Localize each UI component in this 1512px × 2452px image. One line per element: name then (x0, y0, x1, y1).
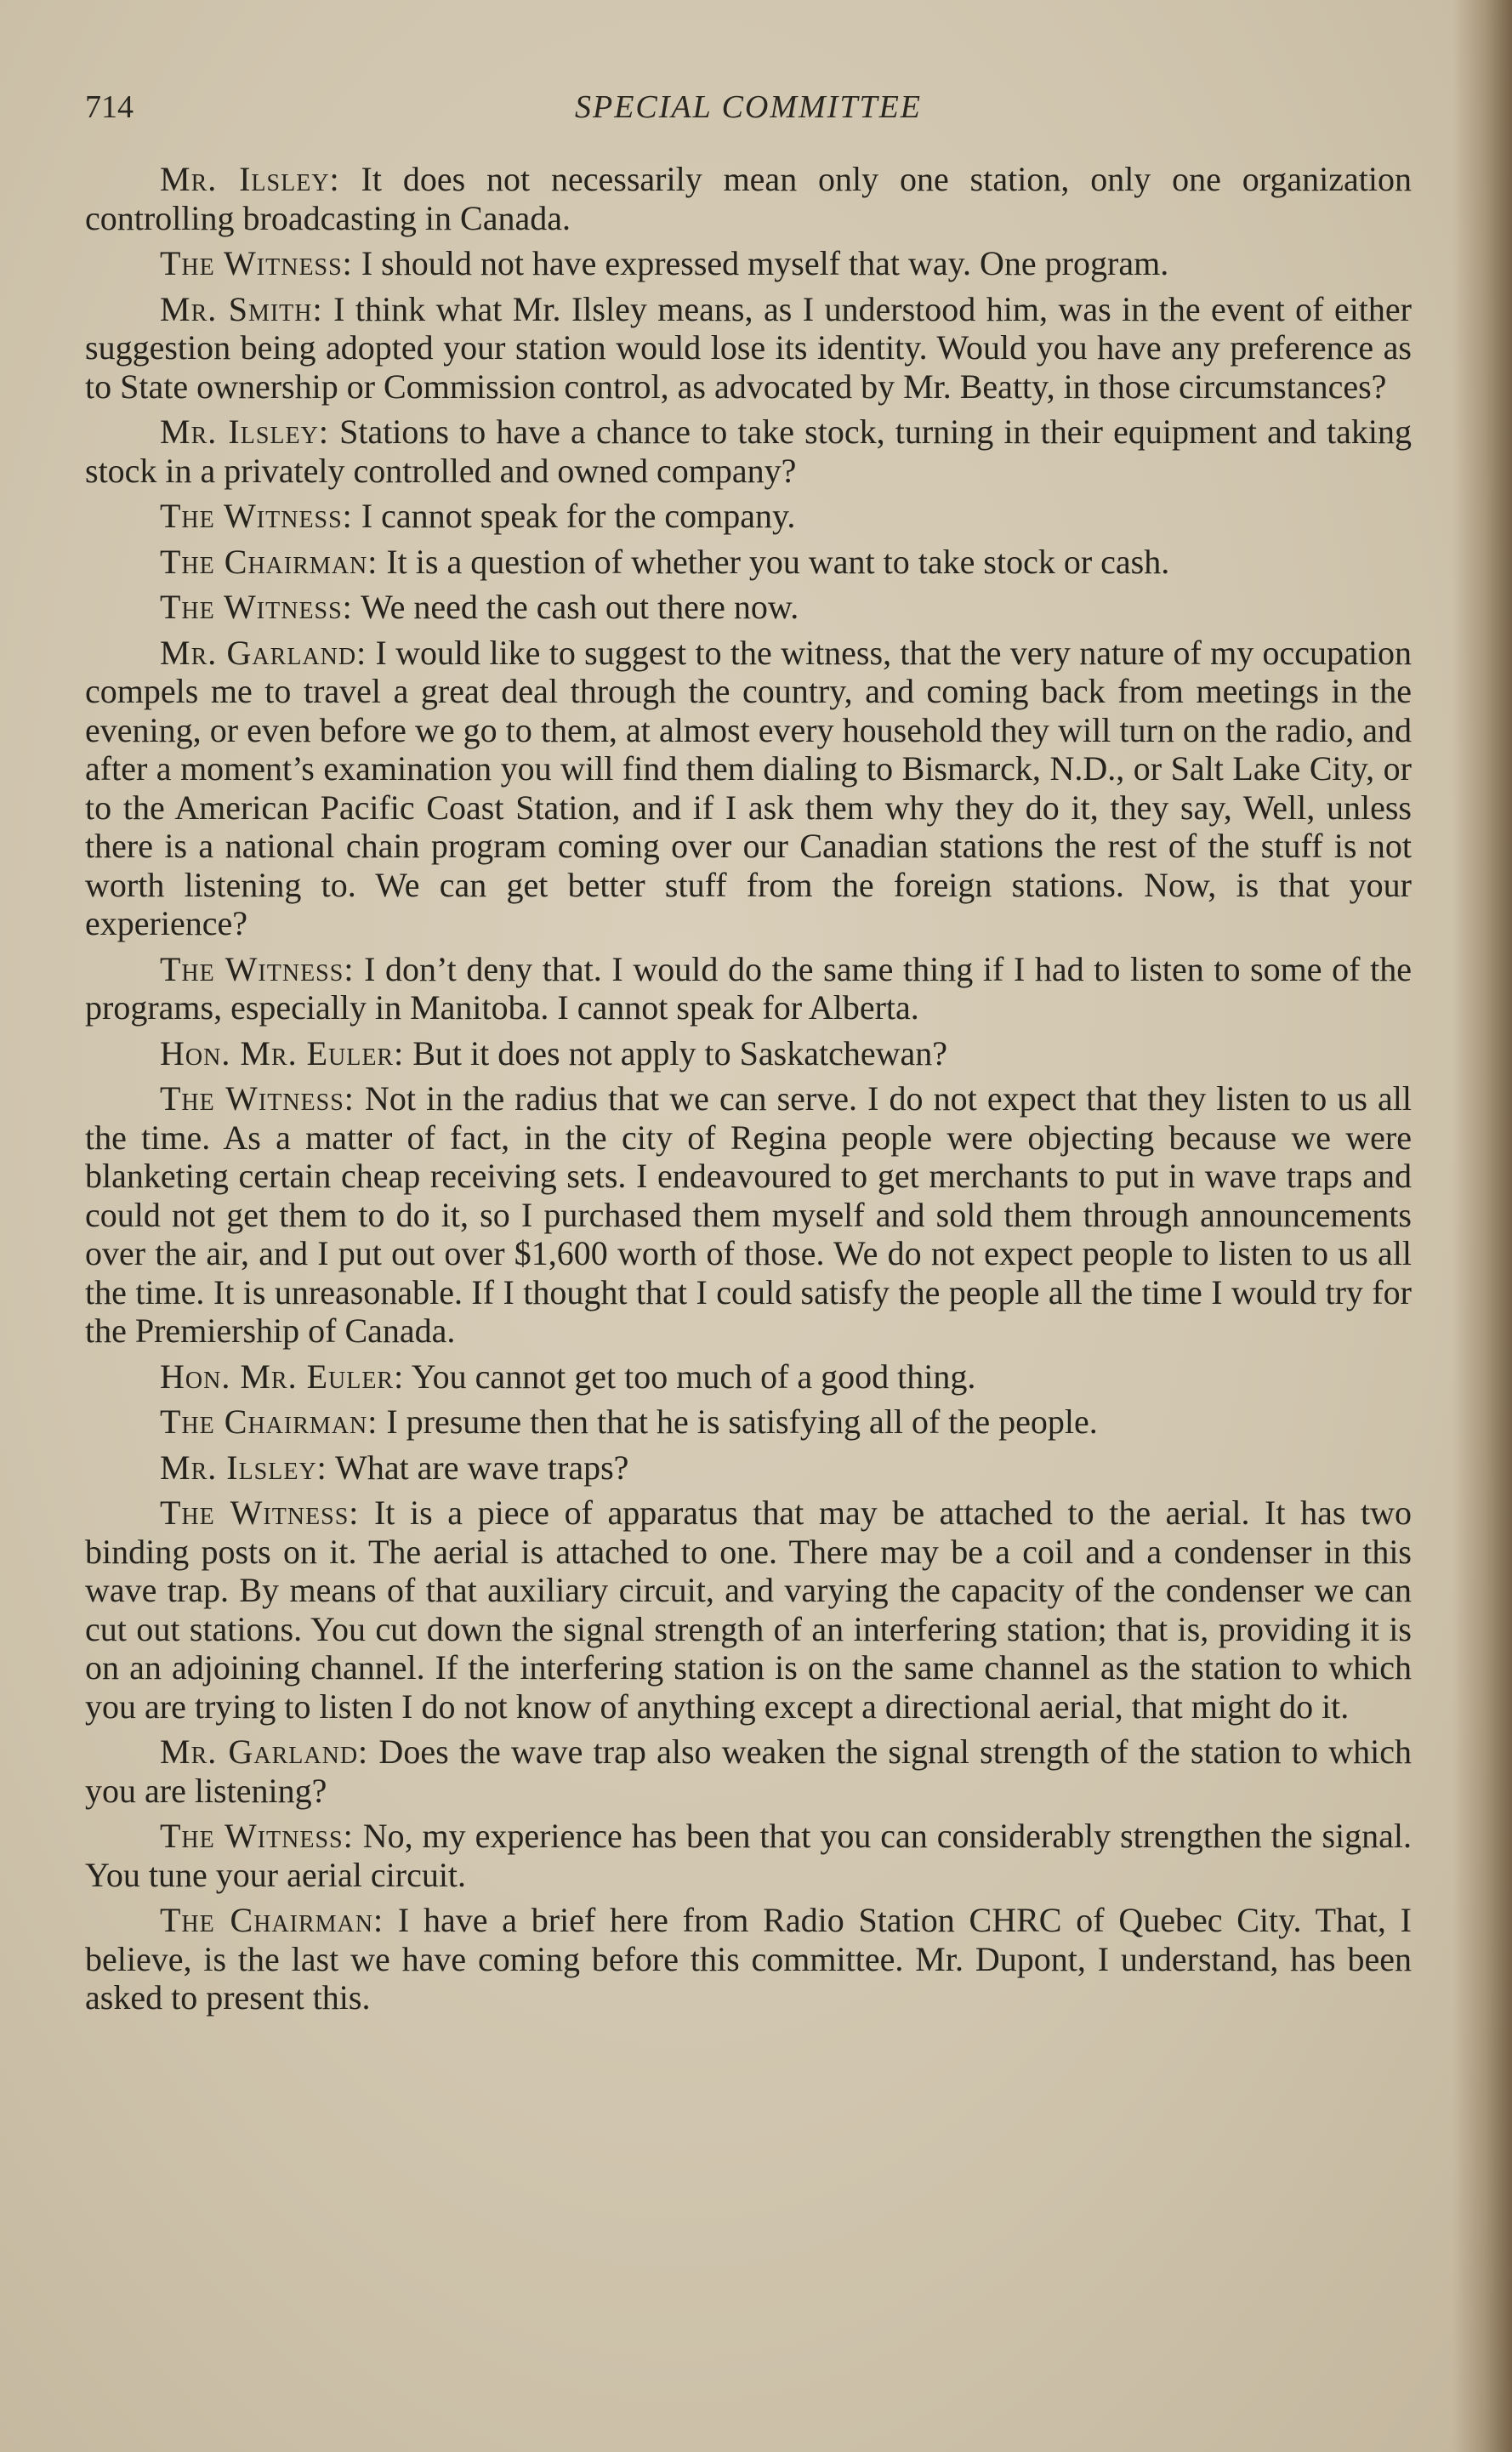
speaker-name: Mr. Garland: (160, 633, 367, 672)
paragraph (85, 588, 1412, 627)
speaker-name: The Witness: (160, 244, 353, 282)
paragraph (85, 950, 1412, 1027)
speaker-name: Mr. Smith: (160, 289, 323, 328)
paragraph (85, 1402, 1412, 1442)
paragraph-text: We need the cash out there now. (352, 588, 799, 626)
paragraph (85, 543, 1412, 582)
page-edge-shadow (1452, 0, 1512, 2452)
paragraph (85, 1448, 1412, 1488)
paragraph-text: I should not have expressed myself that way. One program. (352, 244, 1169, 282)
paragraph-text: I have a brief here from Radio Station CHRC of Quebec City. That, I believe, is the last we have coming before this committee. Mr. Dupont, I understand, has been asked to present this. (85, 1901, 1412, 2017)
paragraph (85, 1817, 1412, 1894)
paragraph-text: You cannot get too much of a good thing. (404, 1357, 976, 1396)
paragraph (85, 160, 1412, 237)
running-head (85, 88, 1412, 131)
paragraph-text: It is a piece of apparatus that may be attached to the aerial. It has two binding posts on it. The aerial is attached to one. There may be a coil and a condenser in this wave trap. By means of that auxiliary circuit, and varying the capacity of the condenser we can cut out stations. You cut down the signal strength of an interfering station; that is, providing it is on an adjoining channel. If the interfering station is on the same channel as the station to which you are trying to listen I do not know of anything except a directional aerial, that might do it. (85, 1493, 1412, 1726)
paragraph (85, 1732, 1412, 1810)
paragraph-text: It does not necessarily mean only one station, only one organization controlling broadcasting in Canada. (85, 160, 1413, 237)
paragraph-text: Does the wave trap also weaken the signal strength of the station to which you are listening? (85, 1732, 1413, 1810)
speaker-name: The Witness: (160, 949, 355, 988)
paragraph-text: No, my experience has been that you can considerably strengthen the signal. You tune your aerial circuit. (85, 1817, 1412, 1894)
paragraph (85, 1357, 1412, 1397)
paragraph-text: I presume then that he is satisfying all of the people. (378, 1402, 1098, 1441)
paragraph (85, 412, 1412, 490)
running-title: SPECIAL COMMITTEE (574, 89, 923, 125)
paragraph (85, 1079, 1412, 1351)
speaker-name: Mr. Ilsley: (160, 1448, 327, 1487)
paragraph-text: It is a question of whether you want to take stock or cash. (378, 542, 1170, 581)
speaker-name: Mr. Ilsley: (160, 412, 329, 451)
paragraph-text: But it does not apply to Saskatchewan? (404, 1033, 948, 1072)
speaker-name: The Chairman: (160, 1402, 378, 1441)
paragraph-text: What are wave traps? (327, 1448, 629, 1487)
paragraph (85, 1034, 1412, 1073)
page-number: 714 (85, 89, 134, 125)
speaker-name: Mr. Garland: (160, 1732, 369, 1771)
speaker-name: The Witness: (160, 1493, 360, 1532)
paragraph (85, 290, 1412, 407)
transcript-body (85, 160, 1412, 2024)
speaker-name: The Chairman: (160, 542, 378, 581)
speaker-name: The Chairman: (160, 1901, 384, 1939)
speaker-name: Hon. Mr. Euler: (160, 1033, 405, 1072)
paragraph-text: I think what Mr. Ilsley means, as I understood him, was in the event of either suggestion being adopted your station would lose its identity. Would you have any preference as to State ownership or Commission control, as advocated by Mr. Beatty, in those circumstances? (85, 289, 1412, 406)
paragraph-text: Not in the radius that we can serve. I do not expect that they listen to us all the time. As a matter of fact, in the city of Regina people were objecting because we were blanketing certain cheap receiving sets. I endeavoured to get merchants to put in wave traps and could not get them to do it, so I purchased them myself and sold them through announcements over the air, and I put out over $1,600 worth of those. We do not expect people to listen to us all the time. It is unreasonable. If I thought that I could satisfy the people all the time I would try for the Premiership of Canada. (85, 1079, 1412, 1350)
speaker-name: The Witness: (160, 1079, 355, 1118)
paragraph-text: I cannot speak for the company. (352, 497, 796, 535)
paragraph-text: Stations to have a chance to take stock, turning in their equipment and taking stock in a privately controlled and owned company? (85, 412, 1413, 490)
speaker-name: The Witness: (160, 497, 353, 535)
paragraph (85, 497, 1412, 536)
speaker-name: The Witness: (160, 588, 353, 626)
paragraph-text: I don’t deny that. I would do the same thing if I had to listen to some of the programs, especially in Manitoba. I cannot speak for Alberta. (85, 949, 1412, 1027)
paragraph (85, 1493, 1412, 1726)
paragraph (85, 634, 1412, 943)
paragraph-text: I would like to suggest to the witness, that the very nature of my occupation compels me to travel a great deal through the country, and coming back from meetings in the evening, or even before we go to them, at almost every household they will turn on the radio, and after a moment’s examination you will find them dialing to Bismarck, N.D., or Salt Lake City, or to the American Pacific Coast Station, and if I ask them why they do it, they say, Well, unless there is a national chain program coming over our Canadian stations the rest of the stuff is not worth listening to. We can get better stuff from the foreign stations. Now, is that your experience? (85, 633, 1412, 942)
speaker-name: Hon. Mr. Euler: (160, 1357, 405, 1396)
speaker-name: Mr. Ilsley: (160, 160, 340, 198)
paragraph (85, 1901, 1412, 2017)
paragraph (85, 244, 1412, 283)
speaker-name: The Witness: (160, 1817, 354, 1855)
